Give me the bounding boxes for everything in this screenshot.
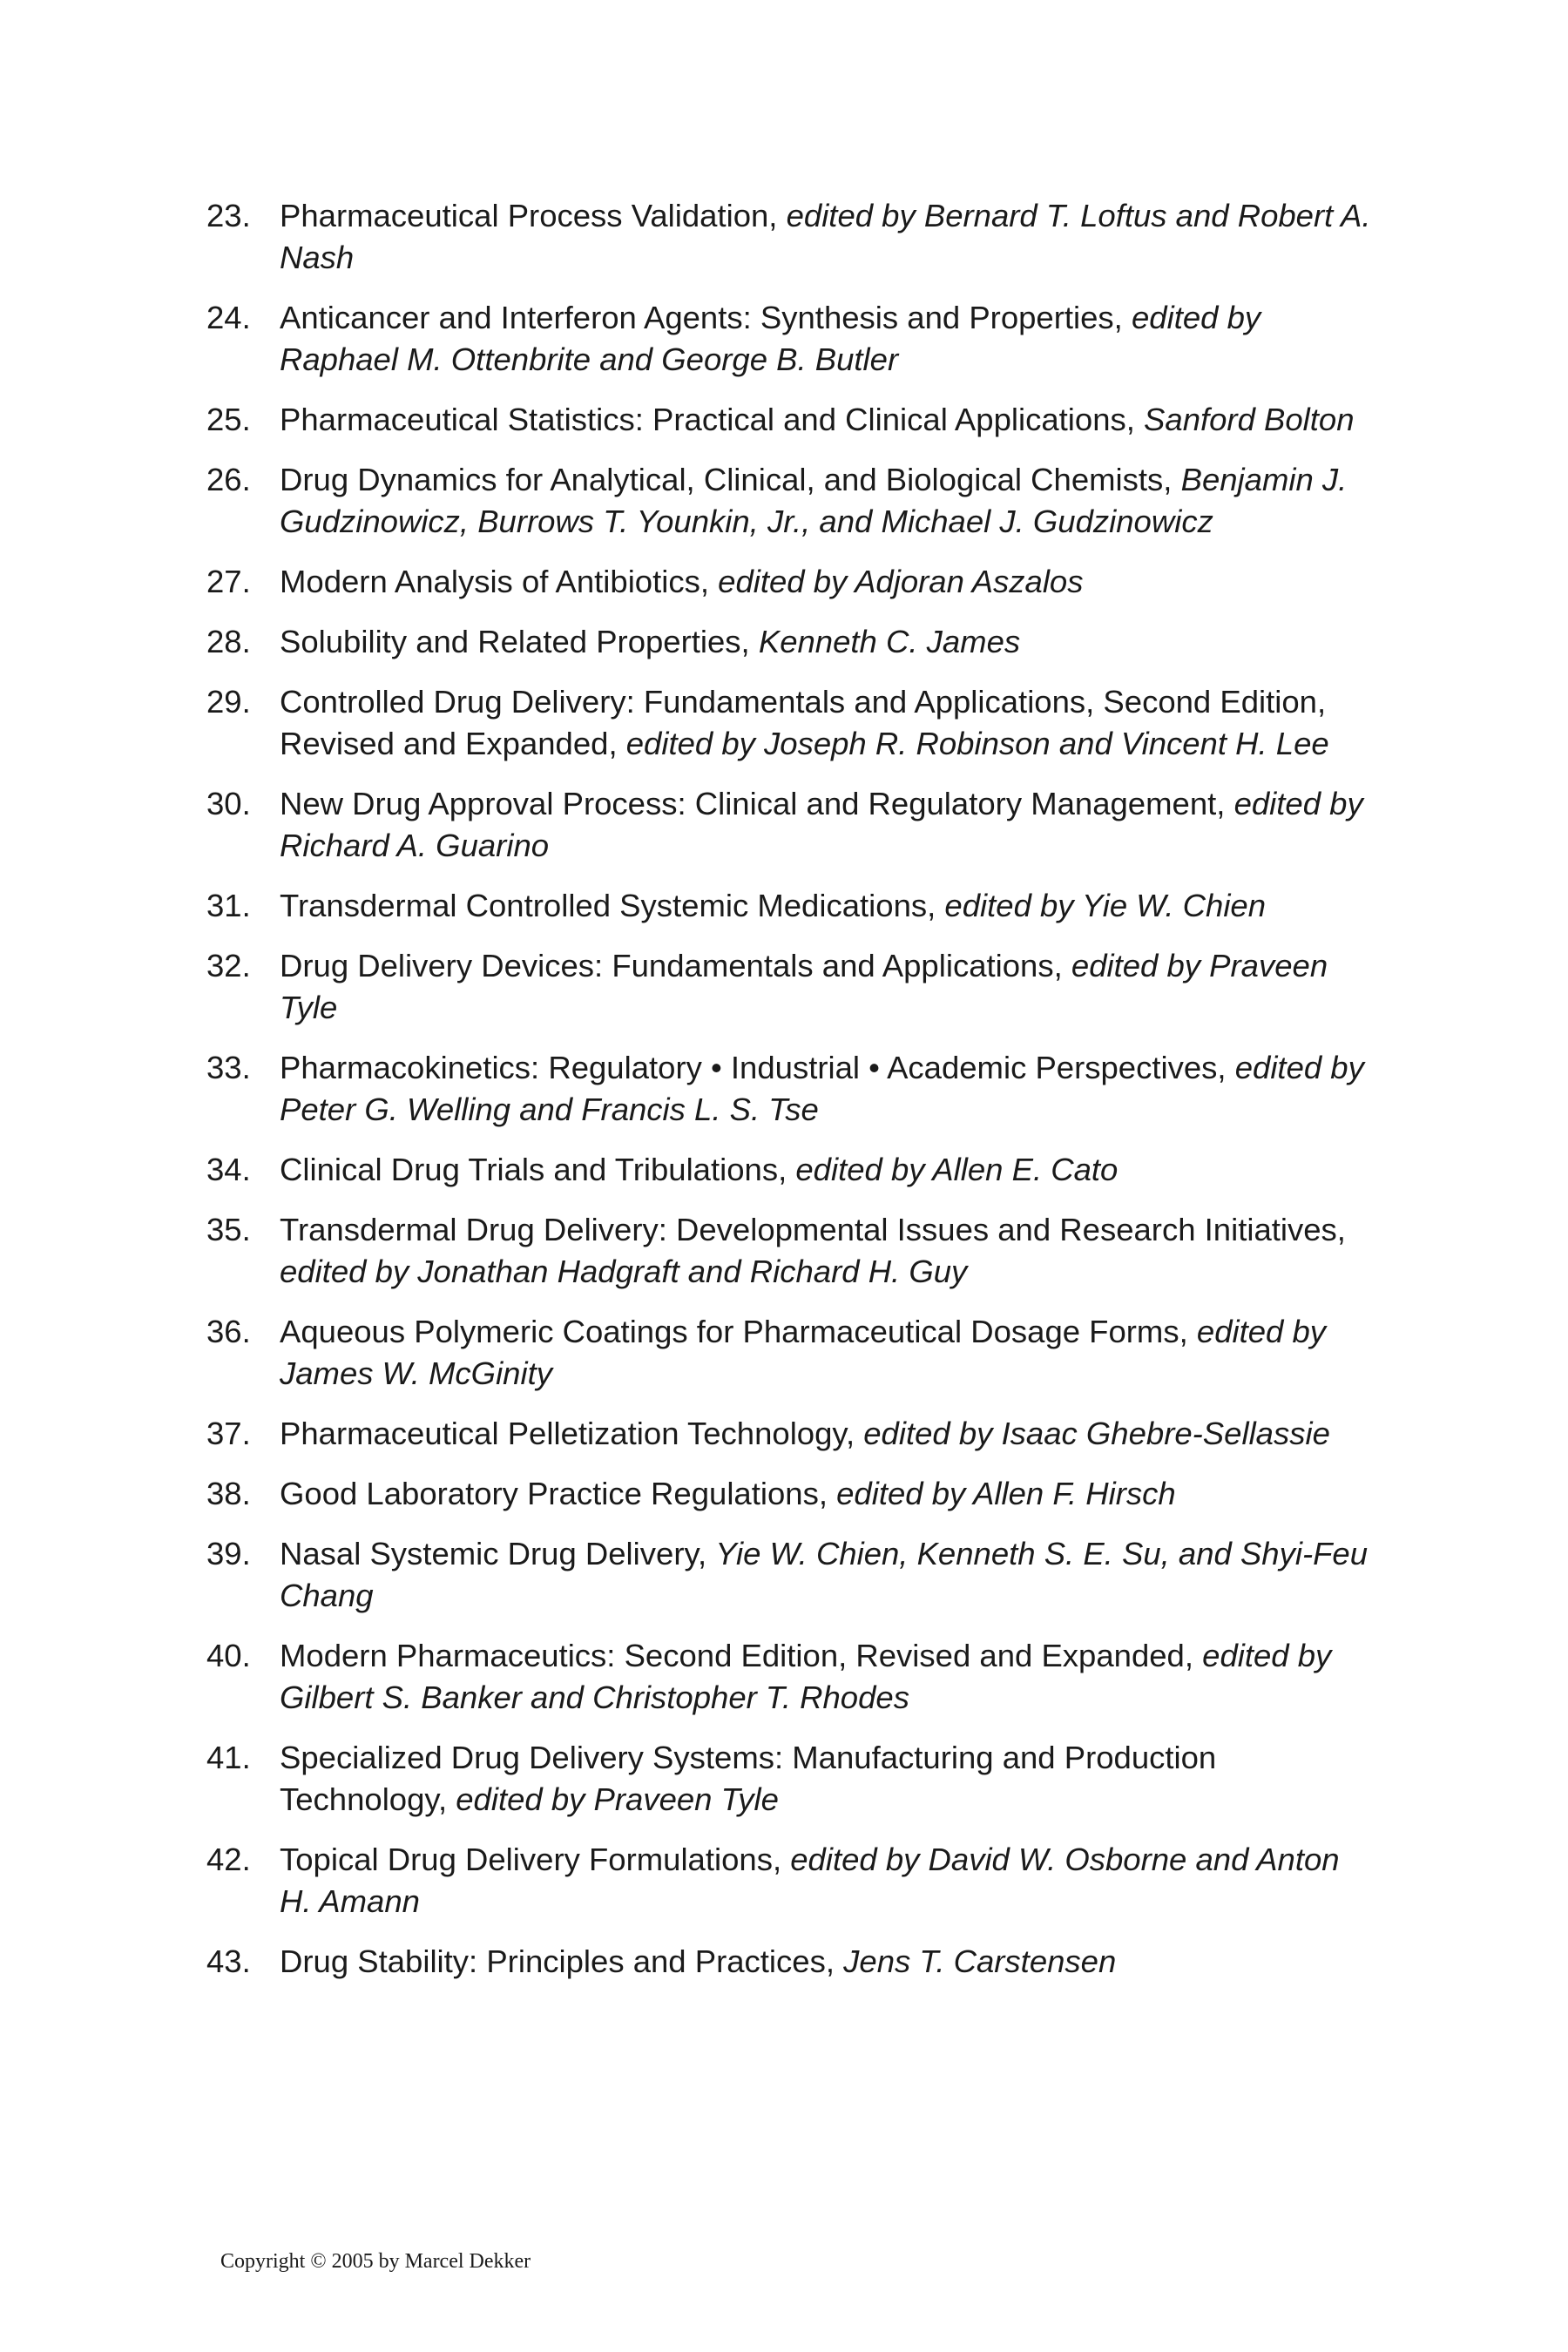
book-entry-39 — [206, 1533, 1374, 1617]
book-entry-34 — [206, 1149, 1374, 1191]
book-title: Clinical Drug Trials and Tribulations, — [280, 1152, 787, 1187]
book-entry-25 — [206, 399, 1374, 441]
book-title: Nasal Systemic Drug Delivery, — [280, 1536, 707, 1571]
book-title: Good Laboratory Practice Regulations, — [280, 1476, 828, 1511]
book-entry-43 — [206, 1941, 1374, 1983]
entry-number: 34. — [206, 1152, 251, 1187]
book-title: Pharmacokinetics: Regulatory • Industrial • Academic Perspectives, — [280, 1050, 1227, 1085]
book-author: edited by Peter G. Welling and Francis L. S. Tse — [280, 1050, 1364, 1127]
book-title: Transdermal Controlled Systemic Medications, — [280, 888, 936, 923]
book-title: Drug Stability: Principles and Practices, — [280, 1943, 835, 1979]
book-author: edited by Raphael M. Ottenbrite and George B. Butler — [280, 300, 1261, 377]
book-author: edited by Isaac Ghebre-Sellassie — [863, 1416, 1330, 1451]
book-author: edited by Allen E. Cato — [795, 1152, 1119, 1187]
book-entry-38 — [206, 1473, 1374, 1515]
entry-number: 27. — [206, 564, 251, 599]
book-author: Sanford Bolton — [1144, 402, 1355, 437]
entry-number: 37. — [206, 1416, 251, 1451]
book-entry-33 — [206, 1047, 1374, 1131]
book-entry-31 — [206, 885, 1374, 927]
book-author: Yie W. Chien, Kenneth S. E. Su, and Shyi-Feu Chang — [280, 1536, 1368, 1613]
book-entry-42 — [206, 1839, 1374, 1923]
book-author: edited by Bernard T. Loftus and Robert A. Nash — [280, 198, 1371, 275]
book-author: edited by James W. McGinity — [280, 1314, 1327, 1391]
book-author: Benjamin J. Gudzinowicz, Burrows T. Younkin, Jr., and Michael J. Gudzinowicz — [280, 462, 1348, 539]
book-author: edited by Allen F. Hirsch — [836, 1476, 1176, 1511]
book-title: Controlled Drug Delivery: Fundamentals and Applications, Second Edition, Revised and Expanded, — [280, 684, 1327, 761]
entry-number: 31. — [206, 888, 251, 923]
entry-number: 29. — [206, 684, 251, 720]
book-title: Pharmaceutical Statistics: Practical and Clinical Applications, — [280, 402, 1135, 437]
book-title: Anticancer and Interferon Agents: Synthesis and Properties, — [280, 300, 1123, 335]
book-entry-41 — [206, 1737, 1374, 1821]
book-author: edited by Yie W. Chien — [944, 888, 1267, 923]
entry-number: 32. — [206, 948, 251, 983]
book-entry-35 — [206, 1209, 1374, 1293]
entry-number: 35. — [206, 1212, 251, 1247]
book-title: Pharmaceutical Process Validation, — [280, 198, 778, 233]
book-title: Drug Dynamics for Analytical, Clinical, and Biological Chemists, — [280, 462, 1173, 497]
book-title: Modern Analysis of Antibiotics, — [280, 564, 709, 599]
entry-number: 30. — [206, 786, 251, 821]
entry-number: 38. — [206, 1476, 251, 1511]
book-title: Aqueous Polymeric Coatings for Pharmaceutical Dosage Forms, — [280, 1314, 1188, 1349]
book-entry-36 — [206, 1311, 1374, 1395]
book-author: edited by Praveen Tyle — [280, 948, 1328, 1025]
entry-number: 23. — [206, 198, 251, 233]
book-author: edited by Richard A. Guarino — [280, 786, 1363, 863]
entry-number: 36. — [206, 1314, 251, 1349]
entry-number: 42. — [206, 1842, 251, 1877]
book-entry-23 — [206, 195, 1374, 279]
book-series-list — [206, 195, 1374, 2001]
book-entry-29 — [206, 681, 1374, 765]
book-author: edited by Jonathan Hadgraft and Richard H. Guy — [280, 1254, 968, 1289]
book-title: Transdermal Drug Delivery: Developmental Issues and Research Initiatives, — [280, 1212, 1346, 1247]
book-author: Kenneth C. James — [758, 624, 1021, 659]
book-entry-40 — [206, 1635, 1374, 1719]
entry-number: 28. — [206, 624, 251, 659]
book-entry-32 — [206, 945, 1374, 1029]
book-title: Specialized Drug Delivery Systems: Manufacturing and Production Technology, — [280, 1740, 1217, 1817]
entry-number: 25. — [206, 402, 251, 437]
book-author: edited by Gilbert S. Banker and Christopher T. Rhodes — [280, 1638, 1332, 1715]
book-entry-37 — [206, 1413, 1374, 1455]
book-entry-30 — [206, 783, 1374, 867]
entry-number: 24. — [206, 300, 251, 335]
book-entry-28 — [206, 621, 1374, 663]
copyright-notice: Copyright © 2005 by Marcel Dekker — [220, 2250, 531, 2273]
book-title: Drug Delivery Devices: Fundamentals and Applications, — [280, 948, 1063, 983]
book-author: edited by Praveen Tyle — [456, 1781, 779, 1817]
entry-number: 41. — [206, 1740, 251, 1775]
entry-number: 43. — [206, 1943, 251, 1979]
entry-number: 39. — [206, 1536, 251, 1571]
book-entry-24 — [206, 297, 1374, 381]
entry-number: 40. — [206, 1638, 251, 1673]
book-title: Topical Drug Delivery Formulations, — [280, 1842, 782, 1877]
book-author: edited by David W. Osborne and Anton H. Amann — [280, 1842, 1340, 1919]
book-author: Jens T. Carstensen — [843, 1943, 1117, 1979]
book-entry-26 — [206, 459, 1374, 543]
book-title: Solubility and Related Properties, — [280, 624, 750, 659]
book-author: edited by Joseph R. Robinson and Vincent H. Lee — [625, 726, 1329, 761]
book-title: New Drug Approval Process: Clinical and Regulatory Management, — [280, 786, 1226, 821]
book-title: Pharmaceutical Pelletization Technology, — [280, 1416, 855, 1451]
book-author: edited by Adjoran Aszalos — [718, 564, 1084, 599]
book-title: Modern Pharmaceutics: Second Edition, Revised and Expanded, — [280, 1638, 1193, 1673]
book-entry-27 — [206, 561, 1374, 603]
entry-number: 33. — [206, 1050, 251, 1085]
entry-number: 26. — [206, 462, 251, 497]
